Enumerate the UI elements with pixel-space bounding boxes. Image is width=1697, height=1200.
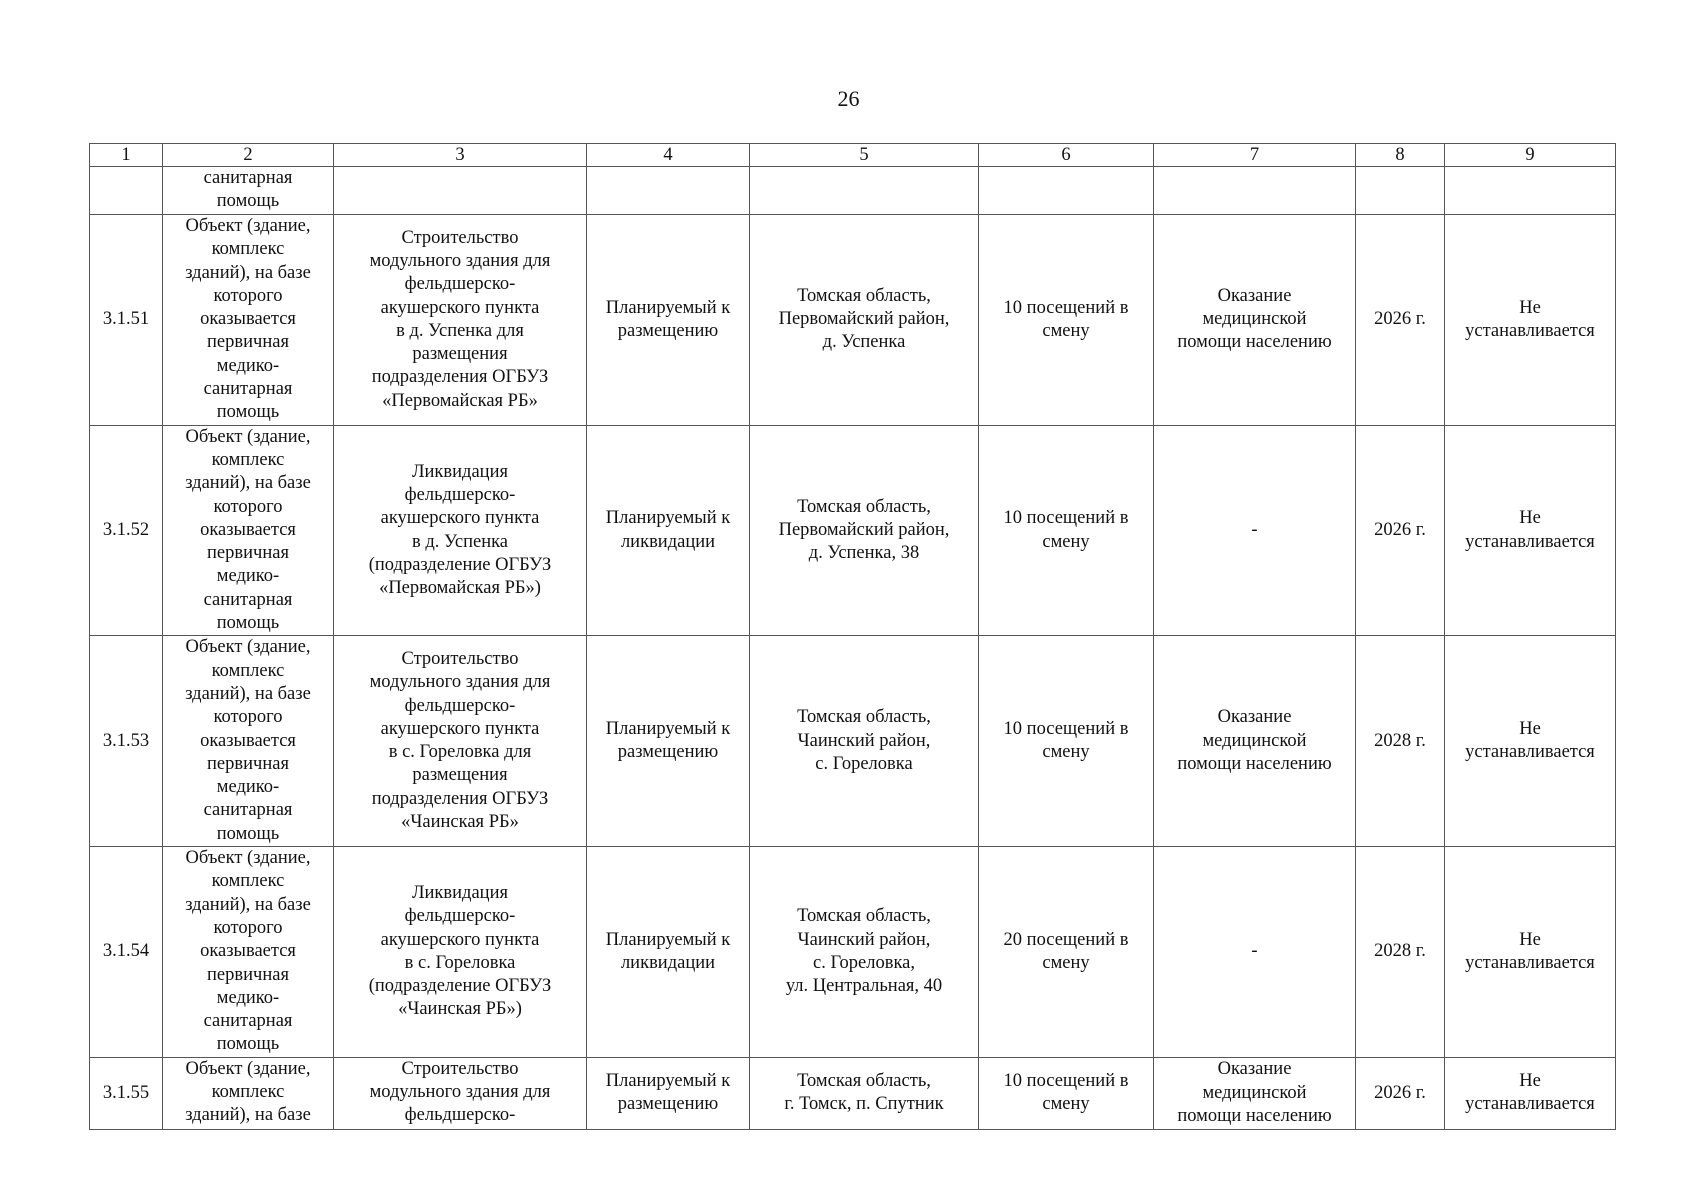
- header-cell: 7: [1154, 144, 1356, 167]
- function-cell: -: [1154, 425, 1356, 636]
- object-type-cell: Объект (здание, комплекс зданий), на базе которого оказывается первичная медико- санитарная помощь: [163, 636, 334, 847]
- row-number-cell: 3.1.52: [90, 425, 163, 636]
- table-cell: [587, 167, 750, 215]
- capacity-cell: 10 посещений в смену: [979, 636, 1154, 847]
- table-row: [90, 1057, 1616, 1129]
- header-cell: 2: [163, 144, 334, 167]
- table-cell: [90, 167, 163, 215]
- location-cell: Томская область, Чаинский район, с. Гореловка: [750, 636, 979, 847]
- zone-cell: Не устанавливается: [1445, 847, 1616, 1058]
- status-cell: Планируемый к размещению: [587, 636, 750, 847]
- header-cell: 1: [90, 144, 163, 167]
- capacity-cell: 10 посещений в смену: [979, 425, 1154, 636]
- table-cell: [979, 167, 1154, 215]
- table-cell: [1154, 167, 1356, 215]
- status-cell: Планируемый к ликвидации: [587, 425, 750, 636]
- function-cell: Оказание медицинской помощи населению: [1154, 636, 1356, 847]
- location-cell: Томская область, г. Томск, п. Спутник: [750, 1057, 979, 1129]
- location-cell: Томская область, Чаинский район, с. Гореловка, ул. Центральная, 40: [750, 847, 979, 1058]
- table-row: [90, 215, 1616, 426]
- row-number-cell: 3.1.54: [90, 847, 163, 1058]
- function-cell: Оказание медицинской помощи населению: [1154, 1057, 1356, 1129]
- object-type-cell: Объект (здание, комплекс зданий), на базе которого оказывается первичная медико- санитарная помощь: [163, 215, 334, 426]
- year-cell: 2026 г.: [1356, 215, 1445, 426]
- purpose-cell: Строительство модульного здания для фельдшерско- акушерского пункта в с. Гореловка для размещения подразделения ОГБУЗ «Чаинская РБ»: [334, 636, 587, 847]
- function-cell: -: [1154, 847, 1356, 1058]
- header-cell: 6: [979, 144, 1154, 167]
- table-cell: [334, 167, 587, 215]
- status-cell: Планируемый к размещению: [587, 215, 750, 426]
- table-cell: [750, 167, 979, 215]
- year-cell: 2028 г.: [1356, 847, 1445, 1058]
- table-row: [90, 425, 1616, 636]
- capacity-cell: 10 посещений в смену: [979, 1057, 1154, 1129]
- purpose-cell: Ликвидация фельдшерско- акушерского пункта в д. Успенка (подразделение ОГБУЗ «Первомайская РБ»): [334, 425, 587, 636]
- status-cell: Планируемый к ликвидации: [587, 847, 750, 1058]
- header-cell: 4: [587, 144, 750, 167]
- year-cell: 2028 г.: [1356, 636, 1445, 847]
- purpose-cell: Ликвидация фельдшерско- акушерского пункта в с. Гореловка (подразделение ОГБУЗ «Чаинская РБ»): [334, 847, 587, 1058]
- location-cell: Томская область, Первомайский район, д. Успенка, 38: [750, 425, 979, 636]
- continuation-row: [90, 167, 1616, 215]
- row-number-cell: 3.1.55: [90, 1057, 163, 1129]
- header-cell: 9: [1445, 144, 1616, 167]
- zone-cell: Не устанавливается: [1445, 215, 1616, 426]
- year-cell: 2026 г.: [1356, 425, 1445, 636]
- status-cell: Планируемый к размещению: [587, 1057, 750, 1129]
- table-cell: [1356, 167, 1445, 215]
- column-number-row: [90, 144, 1616, 167]
- row-number-cell: 3.1.51: [90, 215, 163, 426]
- object-type-cell: Объект (здание, комплекс зданий), на базе которого оказывается первичная медико- санитарная помощь: [163, 847, 334, 1058]
- header-cell: 5: [750, 144, 979, 167]
- zone-cell: Не устанавливается: [1445, 1057, 1616, 1129]
- object-type-cell: Объект (здание, комплекс зданий), на базе которого оказывается первичная медико- санитарная помощь: [163, 425, 334, 636]
- header-cell: 8: [1356, 144, 1445, 167]
- purpose-cell: Строительство модульного здания для фельдшерско-: [334, 1057, 587, 1129]
- capacity-cell: 20 посещений в смену: [979, 847, 1154, 1058]
- location-cell: Томская область, Первомайский район, д. Успенка: [750, 215, 979, 426]
- row-number-cell: 3.1.53: [90, 636, 163, 847]
- table-cell: санитарная помощь: [163, 167, 334, 215]
- object-type-cell: Объект (здание, комплекс зданий), на базе: [163, 1057, 334, 1129]
- purpose-cell: Строительство модульного здания для фельдшерско- акушерского пункта в д. Успенка для размещения подразделения ОГБУЗ «Первомайская РБ»: [334, 215, 587, 426]
- zone-cell: Не устанавливается: [1445, 425, 1616, 636]
- planning-table: [89, 143, 1616, 1130]
- zone-cell: Не устанавливается: [1445, 636, 1616, 847]
- page-number: 26: [837, 86, 860, 111]
- table-cell: [1445, 167, 1616, 215]
- year-cell: 2026 г.: [1356, 1057, 1445, 1129]
- header-cell: 3: [334, 144, 587, 167]
- table-row: [90, 636, 1616, 847]
- capacity-cell: 10 посещений в смену: [979, 215, 1154, 426]
- function-cell: Оказание медицинской помощи населению: [1154, 215, 1356, 426]
- table-row: [90, 847, 1616, 1058]
